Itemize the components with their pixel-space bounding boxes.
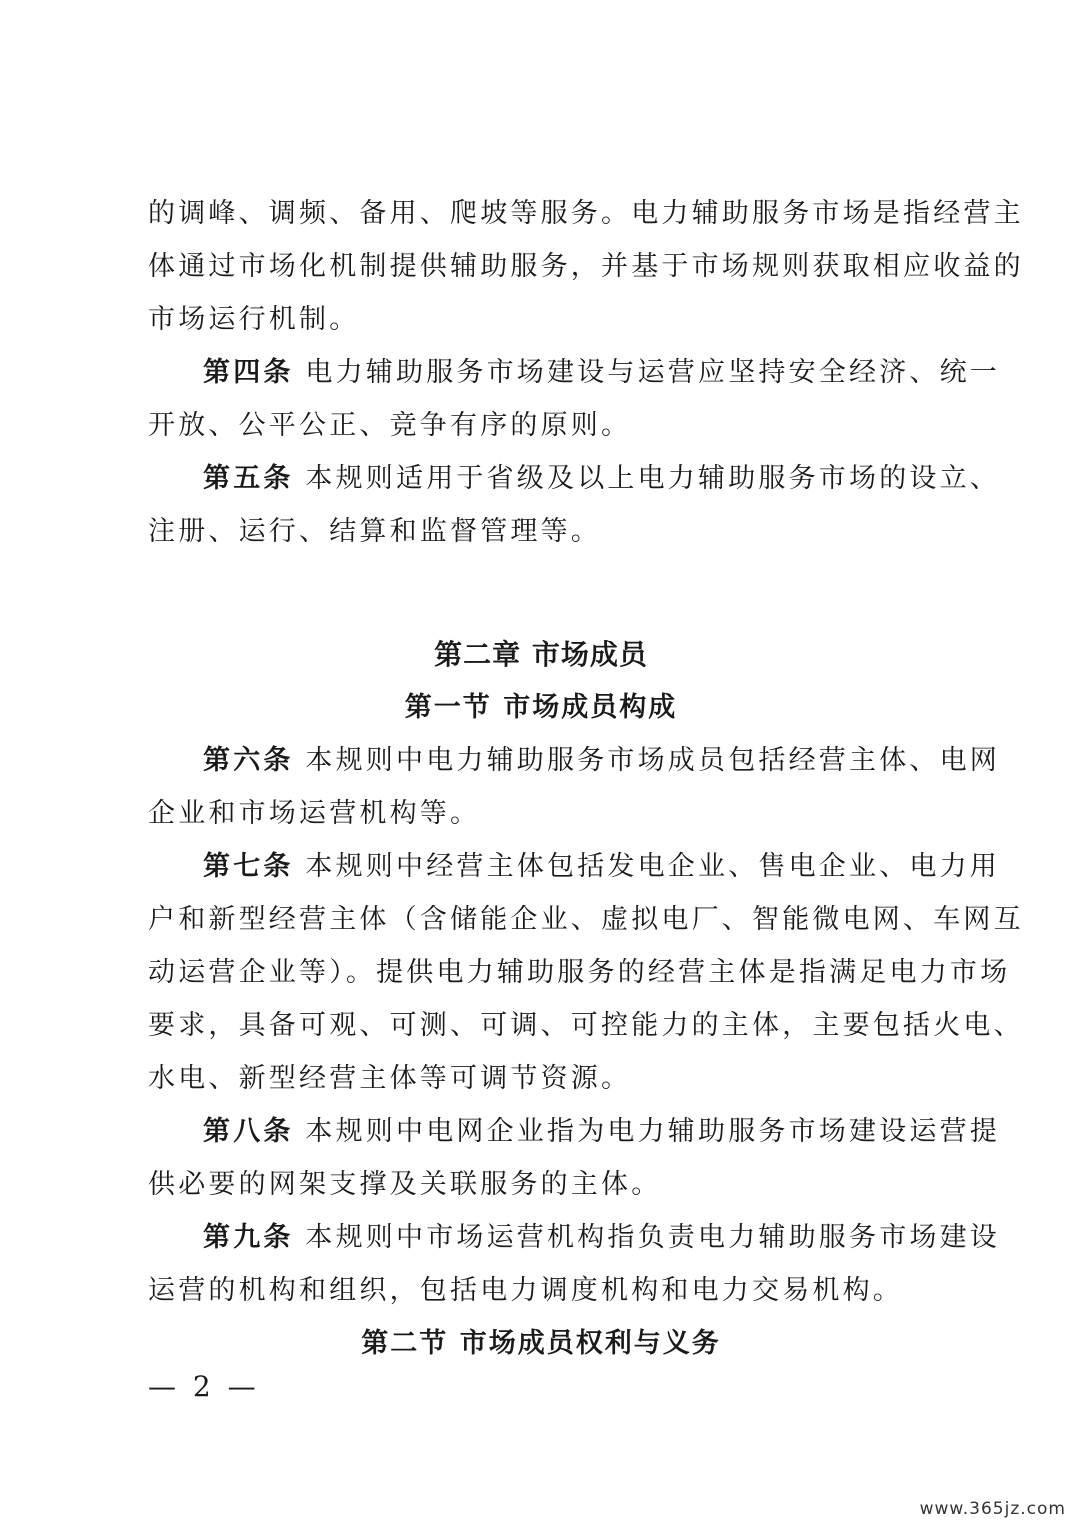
section-title: 第一节 市场成员构成 [404,692,678,723]
text-line [148,840,1001,893]
article-label: 第五条 [203,463,294,494]
text-line: 供必要的网架支撑及关联服务的主体。 [148,1169,662,1200]
article-7 [148,840,1024,1105]
section-title: 第二节 市场成员权利与义务 [361,1328,721,1359]
text-line [148,734,1001,787]
text-line [148,346,1001,399]
text-line: 运营的机构和组织，包括电力调度机构和电力交易机构。 [148,1275,903,1306]
page-number: — 2 — [148,1370,260,1403]
article-5 [148,452,1001,558]
article-label: 第四条 [203,357,294,388]
article-9 [148,1211,1001,1317]
article-text: 本规则中市场运营机构指负责电力辅助服务市场建设 [305,1222,1001,1253]
article-label: 第九条 [203,1222,294,1253]
site-watermark: www.365jz.com [919,1499,1066,1519]
text-line: 市场运行机制。 [148,304,360,335]
text-line [148,1105,1001,1158]
document-page [148,187,1024,1370]
text-line [148,452,1001,505]
article-text: 本规则中电力辅助服务市场成员包括经营主体、电网 [305,745,1001,776]
text-line: 的调峰、调频、备用、爬坡等服务。电力辅助服务市场是指经营主 [148,198,1024,229]
text-line: 户和新型经营主体（含储能企业、虚拟电厂、智能微电网、车网互 [148,904,1024,935]
text-line: 体通过市场化机制提供辅助服务，并基于市场规则获取相应收益的 [148,251,1024,282]
article-8 [148,1105,1001,1211]
text-line [148,1211,1001,1264]
text-line: 动运营企业等）。提供电力辅助服务的经营主体是指满足电力市场 [148,957,1011,988]
text-line: 水电、新型经营主体等可调节资源。 [148,1063,632,1094]
article-6 [148,734,1001,840]
text-line: 企业和市场运营机构等。 [148,798,481,829]
article-text: 本规则中经营主体包括发电企业、售电企业、电力用 [305,851,1001,882]
article-label: 第八条 [203,1116,294,1147]
article-text: 本规则适用于省级及以上电力辅助服务市场的设立、 [305,463,1001,494]
text-line: 要求，具备可观、可测、可调、可控能力的主体，主要包括火电、 [148,1010,1024,1041]
article-4 [148,346,1001,452]
chapter-title: 第二章 市场成员 [434,638,648,671]
text-line: 注册、运行、结算和监督管理等。 [148,516,601,547]
article-text: 电力辅助服务市场建设与运营应坚持安全经济、统一 [305,357,1001,388]
article-text: 本规则中电网企业指为电力辅助服务市场建设运营提 [305,1116,1001,1147]
article-label: 第七条 [203,851,294,882]
article-label: 第六条 [203,745,294,776]
text-line: 开放、公平公正、竞争有序的原则。 [148,410,632,441]
paragraph-continued [148,187,1024,346]
